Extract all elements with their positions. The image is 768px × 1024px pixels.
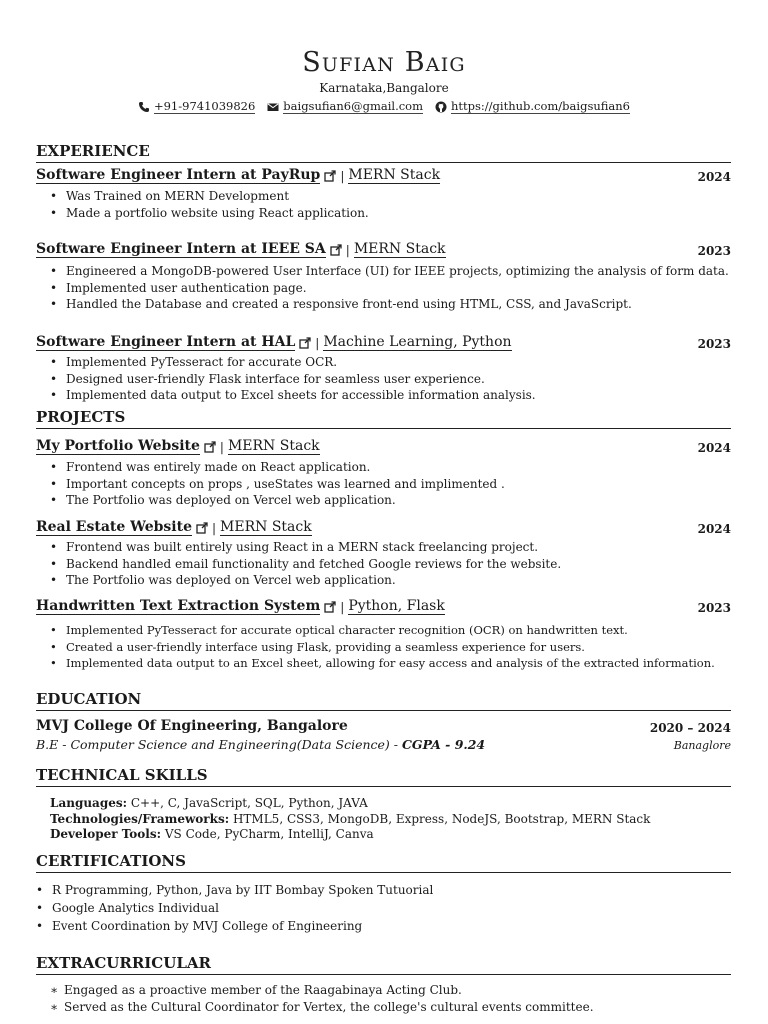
job-bullets (50, 263, 729, 313)
envelope-icon (267, 101, 279, 113)
list-item: ∗ Served as the Cultural Coordinator for Vertex, the college's cultural events committee. (50, 999, 594, 1016)
job-stack: MERN Stack (348, 167, 441, 183)
experience-title-payrup: Software Engineer Intern at PayRup | MERN Stack (36, 167, 441, 183)
job-title-link[interactable]: Software Engineer Intern at HAL (36, 334, 296, 350)
list-item: • Made a portfolio website using React application. (50, 205, 369, 222)
github-icon (435, 101, 447, 113)
external-link-icon[interactable] (204, 441, 216, 453)
external-link-icon[interactable] (324, 601, 336, 613)
phone-contact (138, 99, 255, 114)
skill-row-frameworks: Technologies/Frameworks: HTML5, CSS3, MongoDB, Express, NodeJS, Bootstrap, MERN Stack (50, 811, 651, 826)
education-years: 2020 – 2024 (649, 721, 731, 735)
list-item: • Implemented user authentication page. (50, 280, 729, 297)
section-extracurricular: EXTRACURRICULAR (36, 954, 731, 975)
external-link-icon[interactable] (299, 337, 311, 349)
list-item: • Designed user-friendly Flask interface for seamless user experience. (50, 371, 536, 388)
external-link-icon[interactable] (324, 170, 336, 182)
github-contact (435, 99, 630, 114)
list-item: • The Portfolio was deployed on Vercel web application. (50, 572, 561, 589)
list-item: • Frontend was entirely made on React application. (50, 459, 505, 476)
job-stack: Machine Learning, Python (323, 334, 512, 350)
list-item: • Implemented PyTesseract for accurate optical character recognition (OCR) on handwritten text. (50, 622, 715, 639)
project-stack: MERN Stack (227, 438, 320, 454)
external-link-icon[interactable] (196, 522, 208, 534)
contact-row (0, 99, 768, 114)
education-place: Banaglore (673, 739, 731, 752)
external-link-icon[interactable] (330, 244, 342, 256)
list-item: • Google Analytics Individual (36, 899, 433, 917)
list-item: • R Programming, Python, Java by IIT Bombay Spoken Tutuorial (36, 881, 433, 899)
project-bullets (50, 459, 505, 509)
extracurricular-list (50, 982, 594, 1015)
list-item: • Frontend was built entirely using React in a MERN stack freelancing project. (50, 539, 561, 556)
project-title-portfolio: My Portfolio Website | MERN Stack (36, 438, 320, 454)
project-title-htr: Handwritten Text Extraction System | Python, Flask (36, 598, 445, 614)
project-title-real-estate: Real Estate Website | MERN Stack (36, 519, 312, 535)
list-item: • Created a user-friendly interface using Flask, providing a seamless experience for users. (50, 639, 715, 656)
section-technical-skills: TECHNICAL SKILLS (36, 766, 731, 787)
job-year: 2023 (697, 337, 731, 351)
experience-title-ieee: Software Engineer Intern at IEEE SA | MERN Stack (36, 241, 446, 257)
project-stack: MERN Stack (220, 519, 312, 535)
list-item: • Important concepts on props , useStates was learned and implimented . (50, 476, 505, 493)
job-title-link[interactable]: Software Engineer Intern at IEEE SA (36, 241, 326, 257)
project-year: 2023 (697, 601, 731, 615)
list-item: • Was Trained on MERN Development (50, 188, 369, 205)
project-year: 2024 (697, 522, 731, 536)
section-certifications: CERTIFICATIONS (36, 852, 731, 873)
section-experience: EXPERIENCE (36, 142, 731, 163)
skills-list (50, 796, 650, 843)
job-year: 2023 (697, 244, 731, 258)
list-item: • Event Coordination by MVJ College of Engineering (36, 917, 433, 935)
experience-title-hal: Software Engineer Intern at HAL | Machine Learning, Python (36, 334, 512, 350)
section-projects: PROJECTS (36, 408, 731, 429)
skill-row-languages: Languages: C++, C, JavaScript, SQL, Python, JAVA (50, 796, 368, 810)
job-stack: MERN Stack (353, 241, 446, 257)
email-contact (267, 99, 423, 114)
list-item: • Backend handled email functionality and fetched Google reviews for the website. (50, 556, 561, 573)
project-bullets (50, 622, 715, 672)
list-item: • Implemented data output to an Excel sheet, allowing for easy access and analysis of the extracted information. (50, 655, 715, 672)
project-stack: Python, Flask (348, 598, 445, 614)
list-item: • The Portfolio was deployed on Vercel web application. (50, 492, 505, 509)
school-name: MVJ College Of Engineering, Bangalore (36, 718, 348, 734)
email-link[interactable]: baigsufian6@gmail.com (283, 99, 424, 113)
list-item: • Implemented data output to Excel sheets for accessible information analysis. (50, 387, 536, 404)
list-item: • Engineered a MongoDB-powered User Interface (UI) for IEEE projects, optimizing the analysis of form data. (50, 263, 729, 280)
job-year: 2024 (697, 170, 731, 184)
candidate-location: Karnataka,Bangalore (319, 81, 449, 95)
job-bullets (50, 354, 536, 404)
certification-list (36, 881, 433, 935)
project-year: 2024 (697, 441, 731, 455)
github-link[interactable]: https://github.com/baigsufian6 (451, 99, 631, 113)
list-item: • Implemented PyTesseract for accurate OCR. (50, 354, 536, 371)
cgpa-text: CGPA - 9.24 (401, 737, 486, 752)
project-title-link[interactable]: My Portfolio Website (36, 438, 200, 454)
project-title-link[interactable]: Handwritten Text Extraction System (36, 598, 321, 614)
degree-text: B.E - Computer Science and Engineering(Data Science) - (36, 737, 402, 752)
list-item: ∗ Engaged as a proactive member of the Raagabinaya Acting Club. (50, 982, 594, 999)
candidate-name: Sufian Baig (302, 47, 466, 78)
job-bullets (50, 188, 369, 221)
phone-icon (138, 101, 150, 113)
section-education: EDUCATION (36, 690, 731, 711)
project-bullets (50, 539, 561, 589)
project-title-link[interactable]: Real Estate Website (36, 519, 192, 535)
degree-line (36, 737, 485, 752)
list-item: • Handled the Database and created a responsive front-end using HTML, CSS, and JavaScript. (50, 296, 729, 313)
job-title-link[interactable]: Software Engineer Intern at PayRup (36, 167, 321, 183)
phone-link[interactable]: +91-9741039826 (153, 99, 256, 113)
skill-row-tools: Developer Tools: VS Code, PyCharm, IntelliJ, Canva (50, 827, 374, 841)
